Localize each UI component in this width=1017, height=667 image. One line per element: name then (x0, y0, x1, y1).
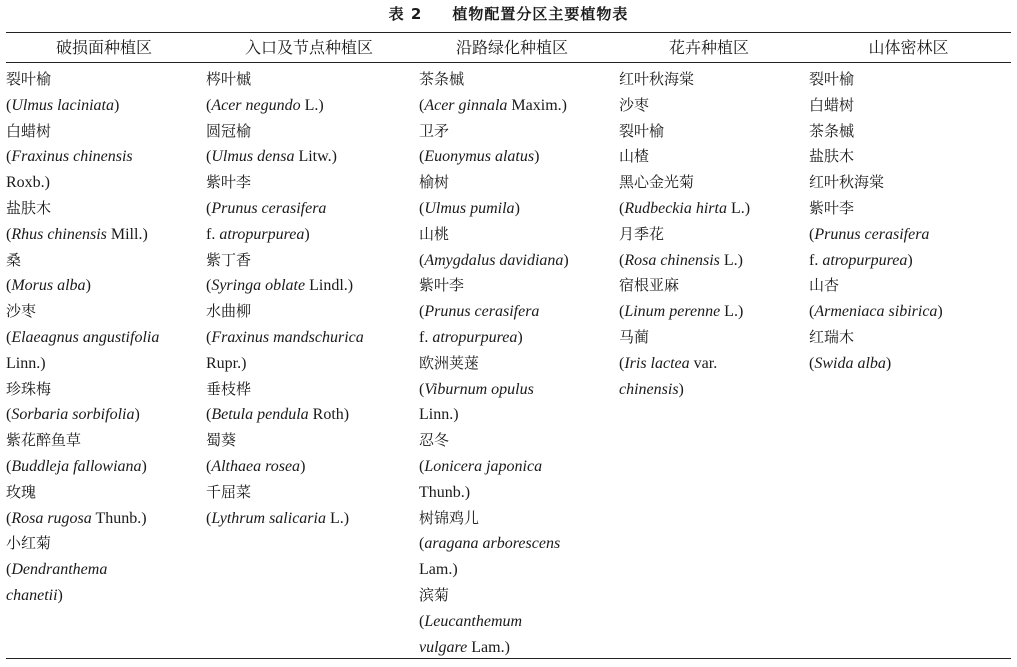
latin-authority: Linn.) (6, 354, 46, 372)
plant-common-name: 滨菊 (419, 585, 450, 604)
latin-binomial: Amygdalus davidiana (424, 251, 564, 269)
plant-latin-name (419, 557, 612, 583)
latin-binomial: Rosa chinensis (624, 251, 720, 269)
plant-latin-name (619, 248, 806, 274)
latin-authority: Maxim.) (507, 96, 567, 114)
latin-authority: Lindl.) (305, 277, 354, 295)
plant-latin-name (419, 402, 612, 428)
latin-authority: ( (419, 199, 425, 217)
latin-authority: L.) (726, 199, 751, 217)
plant-common-name: 裂叶榆 (6, 70, 52, 88)
column-flower-planting (619, 67, 806, 402)
latin-binomial: chinensis (619, 380, 679, 398)
latin-binomial: Acer ginnala (424, 96, 508, 114)
latin-authority: ( (419, 535, 425, 553)
latin-authority: L.) (300, 96, 324, 114)
plant-latin-name (809, 248, 1011, 274)
latin-authority: ( (6, 457, 12, 475)
latin-binomial: Betula pendula (211, 406, 309, 424)
plant-common-name: 紫叶李 (419, 276, 465, 295)
latin-authority: ( (6, 406, 12, 424)
latin-authority: ( (206, 96, 212, 114)
plant-latin-name (6, 402, 202, 428)
latin-binomial: Lythrum salicaria (211, 509, 326, 527)
plant-latin-name (206, 454, 412, 480)
plant-latin-name (206, 325, 412, 351)
latin-binomial: Dendranthema (11, 561, 108, 579)
latin-authority: ( (6, 96, 12, 114)
latin-authority: ( (206, 509, 212, 527)
plant-common-name: 月季花 (619, 224, 665, 243)
plant-latin-name (206, 273, 412, 299)
plant-common-name: 水曲柳 (206, 302, 252, 321)
plant-latin-name (619, 377, 806, 403)
plant-common-name: 垂枝桦 (206, 379, 252, 398)
latin-authority: ) (678, 380, 684, 398)
latin-authority: ( (206, 277, 212, 295)
latin-binomial: Fraxinus chinensis (11, 148, 133, 166)
plant-latin-name (206, 506, 412, 532)
latin-binomial: Prunus cerasifera (211, 199, 327, 217)
latin-authority: ( (206, 406, 212, 424)
column-header-damaged-surface: 破损面种植区 (55, 38, 152, 57)
plant-latin-name (6, 273, 202, 299)
plant-common-name: 小红菊 (6, 534, 52, 553)
plant-latin-name (619, 196, 806, 222)
latin-binomial: atropurpurea (822, 251, 908, 269)
latin-authority: Thunb.) (91, 509, 147, 527)
latin-binomial: Prunus cerasifera (424, 303, 540, 321)
plant-common-name: 裂叶榆 (619, 121, 665, 140)
latin-binomial: Rosa rugosa (11, 509, 92, 527)
latin-authority: ( (206, 328, 212, 346)
table-caption: 植物配置分区主要植物表 (452, 5, 629, 23)
latin-binomial: Morus alba (11, 277, 86, 295)
latin-authority: ( (419, 96, 425, 114)
plant-latin-name (206, 144, 412, 170)
latin-binomial: Fraxinus mandschurica (211, 328, 364, 346)
plant-common-name: 山桃 (419, 224, 450, 243)
latin-authority: ( (619, 199, 625, 217)
plant-common-name: 茶条槭 (419, 70, 465, 88)
latin-binomial: vulgare (419, 638, 468, 656)
table-number: 表 2 (388, 5, 423, 23)
plant-common-name: 红叶秋海棠 (809, 173, 885, 192)
top-rule (6, 32, 1011, 33)
plant-common-name: 桑 (6, 250, 22, 269)
plant-common-name: 裂叶榆 (809, 70, 855, 88)
plant-latin-name (419, 299, 612, 325)
plant-latin-name (6, 506, 202, 532)
column-header-roadside-greening: 沿路绿化种植区 (455, 38, 568, 57)
latin-authority: ) (907, 251, 913, 269)
latin-authority: ) (514, 199, 520, 217)
latin-authority: ) (141, 457, 147, 475)
plant-latin-name (6, 557, 202, 583)
latin-authority: ) (114, 96, 120, 114)
column-roadside-greening (419, 67, 612, 660)
latin-binomial: Leucanthemum (424, 612, 523, 630)
latin-binomial: Linum perenne (624, 303, 721, 321)
plant-latin-name (419, 480, 612, 506)
latin-authority: L.) (719, 251, 743, 269)
latin-authority: ) (134, 406, 140, 424)
plant-common-name: 卫矛 (419, 121, 450, 140)
latin-authority: ( (419, 251, 425, 269)
plant-latin-name (6, 170, 202, 196)
latin-authority: ) (304, 225, 310, 243)
latin-authority: ( (809, 354, 815, 372)
plant-common-name: 蜀葵 (206, 431, 237, 450)
latin-authority: ) (885, 354, 892, 372)
latin-authority: ( (419, 380, 425, 398)
plant-latin-name (809, 299, 1011, 325)
latin-binomial: Althaea rosea (211, 457, 301, 475)
plant-latin-name (419, 531, 612, 557)
plant-common-name: 忍冬 (419, 431, 450, 450)
latin-binomial: Prunus cerasifera (814, 225, 930, 243)
plant-latin-name (419, 248, 612, 274)
plant-common-name: 玫瑰 (6, 482, 37, 501)
latin-authority: L.) (720, 303, 744, 321)
latin-binomial: Euonymus alatus (424, 148, 535, 166)
latin-binomial: Buddleja fallowiana (11, 457, 142, 475)
column-damaged-surface (6, 67, 202, 609)
latin-authority: Mill.) (106, 225, 148, 243)
latin-authority: ( (419, 303, 425, 321)
latin-authority: Roth) (308, 406, 350, 424)
latin-authority: Roxb.) (6, 174, 50, 192)
plant-latin-name (6, 454, 202, 480)
latin-authority: Lam.) (419, 561, 458, 579)
latin-binomial: Ulmus laciniata (11, 96, 114, 114)
plant-common-name: 宿根亚麻 (619, 276, 680, 295)
latin-binomial: Lonicera japonica (424, 457, 543, 475)
table-title (0, 4, 1017, 24)
latin-binomial: Sorbaria sorbifolia (11, 406, 135, 424)
latin-authority: Rupr.) (206, 354, 247, 372)
plant-common-name: 山楂 (619, 147, 650, 166)
plant-common-name: 榆树 (419, 173, 450, 192)
plant-latin-name (206, 93, 412, 119)
plant-latin-name (206, 222, 412, 248)
latin-authority: L.) (325, 509, 350, 527)
latin-authority: ( (6, 561, 12, 579)
plant-latin-name (206, 196, 412, 222)
plant-common-name: 红瑞木 (809, 327, 855, 346)
latin-authority: ( (419, 148, 425, 166)
plant-latin-name (809, 351, 1011, 377)
latin-authority: ) (563, 251, 569, 269)
latin-binomial: Viburnum opulus (424, 380, 534, 398)
latin-authority: var. (689, 354, 718, 372)
latin-binomial: Rhus chinensis (11, 225, 107, 243)
header-rule (6, 62, 1011, 63)
plant-latin-name (6, 222, 202, 248)
plant-common-name: 千屈菜 (206, 482, 252, 501)
latin-binomial: Syringa oblate (211, 277, 306, 295)
latin-authority: ) (517, 328, 523, 346)
plant-common-name: 白蜡树 (6, 121, 52, 140)
latin-authority: Litw.) (294, 148, 337, 166)
plant-latin-name (6, 325, 202, 351)
plant-common-name: 紫花醉鱼草 (6, 431, 82, 450)
plant-latin-name (619, 299, 806, 325)
column-header-mountain-forest: 山体密林区 (868, 38, 949, 57)
plant-latin-name (6, 144, 202, 170)
plant-common-name: 白蜡树 (809, 95, 855, 114)
plant-common-name: 紫丁香 (206, 250, 252, 269)
latin-authority: ( (619, 251, 625, 269)
latin-binomial: Armeniaca sibirica (814, 303, 938, 321)
plant-common-name: 沙枣 (6, 302, 37, 321)
plant-common-name: 紫叶李 (206, 173, 252, 192)
plant-latin-name (419, 377, 612, 403)
plant-common-name: 紫叶李 (809, 198, 855, 217)
plant-latin-name (419, 454, 612, 480)
plant-common-name: 茶条槭 (809, 121, 855, 140)
plant-common-name: 沙枣 (619, 95, 650, 114)
latin-authority: ) (300, 457, 306, 475)
latin-binomial: Ulmus densa (211, 148, 295, 166)
latin-binomial: Elaeagnus angustifolia (11, 328, 160, 346)
latin-binomial: atropurpurea (432, 328, 518, 346)
plant-common-name: 黑心金光菊 (619, 173, 695, 192)
plant-common-name: 圆冠榆 (206, 121, 252, 140)
latin-authority: ( (419, 457, 425, 475)
latin-binomial: Rudbeckia hirta (624, 199, 727, 217)
latin-authority: f. (419, 328, 433, 346)
plant-common-name: 红叶秋海棠 (619, 70, 695, 88)
latin-authority: ( (6, 328, 12, 346)
plant-common-name: 珍珠梅 (6, 379, 52, 398)
plant-latin-name (419, 635, 612, 661)
plant-common-name: 山杏 (809, 276, 840, 295)
latin-binomial: chanetii (6, 586, 58, 604)
latin-binomial: aragana arborescens (424, 535, 561, 553)
bottom-rule (6, 658, 1011, 659)
plant-latin-name (809, 222, 1011, 248)
latin-binomial: Iris lactea (624, 354, 690, 372)
latin-authority: ) (534, 148, 540, 166)
latin-authority: f. (206, 225, 220, 243)
latin-binomial: Swida alba (814, 354, 886, 372)
latin-binomial: atropurpurea (219, 225, 305, 243)
plant-latin-name (419, 325, 612, 351)
latin-authority: ( (6, 509, 12, 527)
plant-common-name: 欧洲荚蒾 (419, 353, 480, 372)
latin-authority: ( (206, 199, 212, 217)
plant-latin-name (619, 351, 806, 377)
plant-latin-name (206, 351, 412, 377)
plant-common-name: 盐肤木 (809, 147, 855, 166)
column-entrance-nodes (206, 67, 412, 531)
plant-latin-name (6, 93, 202, 119)
latin-authority: Lam.) (467, 638, 510, 656)
plant-common-name: 树锦鸡儿 (419, 508, 480, 527)
latin-authority: ( (6, 277, 12, 295)
plant-common-name: 马蔺 (619, 327, 650, 346)
column-header-entrance-nodes: 入口及节点种植区 (244, 38, 373, 57)
latin-authority: ( (809, 225, 815, 243)
latin-authority: ) (57, 586, 63, 604)
latin-authority: f. (809, 251, 823, 269)
plant-latin-name (6, 351, 202, 377)
table-header-row (0, 36, 1017, 60)
latin-authority: Linn.) (419, 406, 459, 424)
latin-authority: ( (6, 225, 12, 243)
latin-authority: ( (809, 303, 815, 321)
latin-authority: ) (937, 303, 943, 321)
latin-authority: ( (206, 457, 212, 475)
plant-common-name: 梣叶槭 (206, 70, 252, 88)
latin-authority: ( (206, 148, 212, 166)
column-mountain-forest (809, 67, 1011, 377)
latin-authority: ( (6, 148, 12, 166)
latin-authority: ) (85, 277, 91, 295)
plant-common-name: 盐肤木 (6, 198, 52, 217)
plant-latin-name (419, 196, 612, 222)
plant-latin-name (6, 583, 202, 609)
plant-latin-name (419, 93, 612, 119)
latin-authority: ( (619, 303, 625, 321)
latin-binomial: Acer negundo (211, 96, 301, 114)
plant-latin-name (206, 402, 412, 428)
latin-authority: ( (619, 354, 625, 372)
latin-authority: Thunb.) (419, 483, 471, 501)
column-header-flower-planting: 花卉种植区 (668, 38, 749, 57)
latin-binomial: Ulmus pumila (424, 199, 515, 217)
plant-latin-name (419, 144, 612, 170)
plant-latin-name (419, 609, 612, 635)
latin-authority: ( (419, 612, 425, 630)
